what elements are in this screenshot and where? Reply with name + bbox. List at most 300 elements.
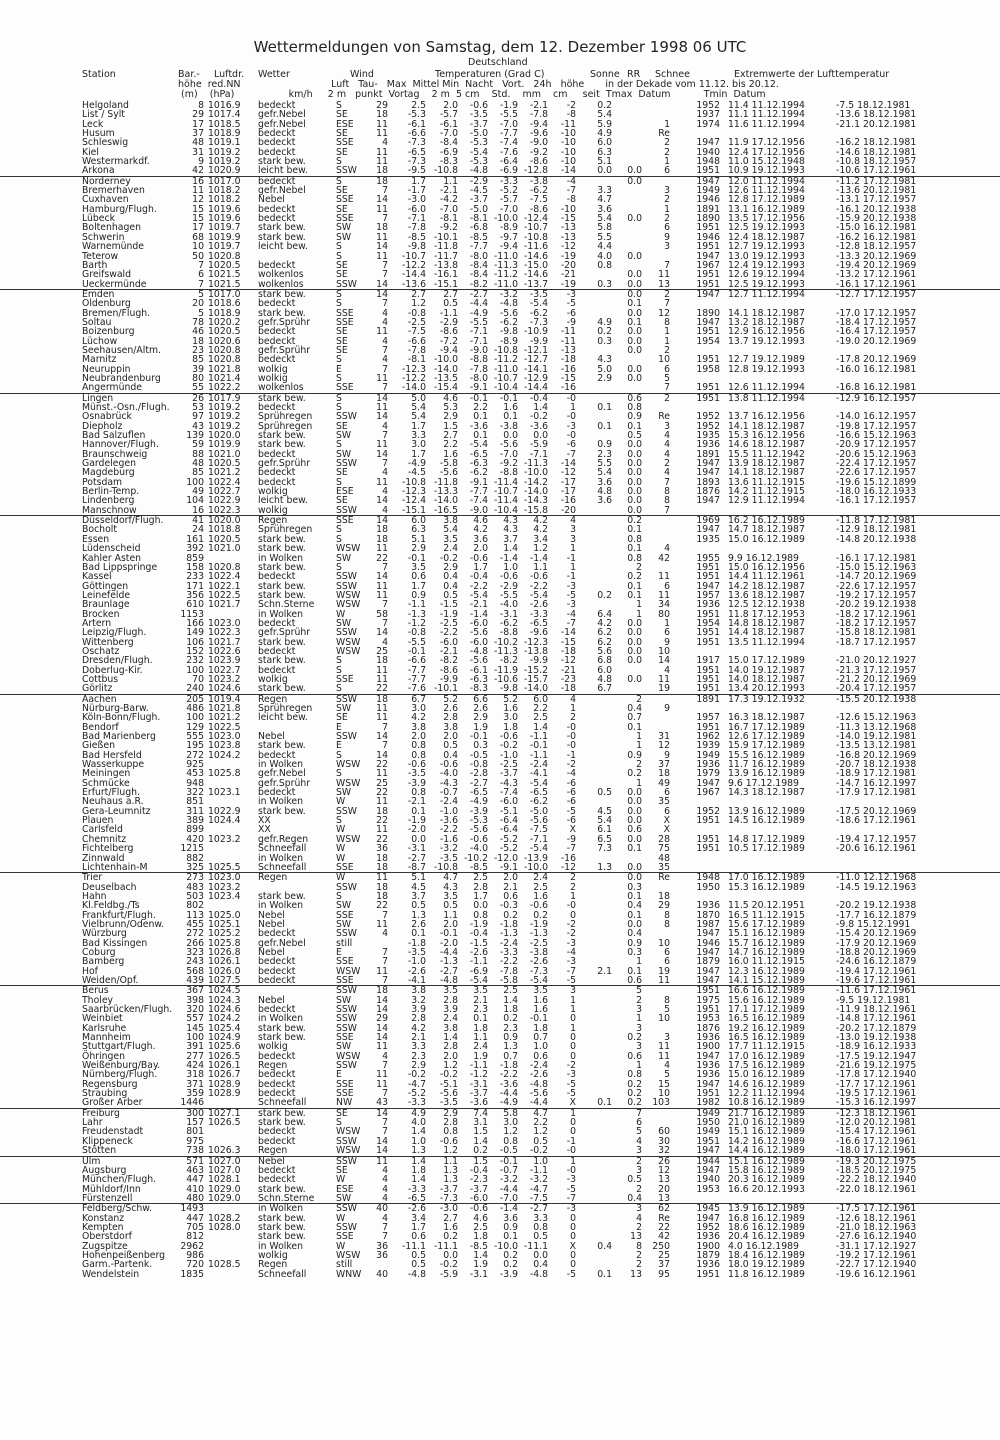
cell-hoehe: 320 <box>186 1004 204 1015</box>
cell-tmax: 11.0 15.12.1948 <box>728 156 805 168</box>
cell-druck: 1027.5 <box>208 974 241 986</box>
cell-druck: 1028.9 <box>208 1088 241 1100</box>
cell-max: -0.6 <box>469 1203 488 1215</box>
cell-min: 4.2 <box>533 515 548 527</box>
cell-min: 6.0 <box>533 693 548 705</box>
cell-tmax: 15.1 16.12.1989 <box>728 1155 805 1167</box>
cell-rr: 0.0 <box>627 655 642 667</box>
cell-max: -6.3 <box>469 458 488 470</box>
cell-schnee: 15 <box>658 1078 670 1090</box>
cell-tmax: 10.9 19.12.1993 <box>728 165 805 177</box>
cell-rr: 0.4 <box>627 703 642 714</box>
cell-tmax: 14.5 16.12.1989 <box>728 815 805 827</box>
cell-wetter: stark bew. <box>258 543 306 555</box>
cell-kmh: 11 <box>376 326 388 338</box>
cell-max: -0.4 <box>469 571 488 583</box>
cell-rr: 0.0 <box>627 278 642 290</box>
cell-max: -7.7 <box>469 486 488 498</box>
cell-kmh: 14 <box>376 1107 388 1119</box>
cell-kmh: 11 <box>376 1155 388 1167</box>
cell-tmax: 13.8 11.12.1994 <box>728 392 805 404</box>
cell-nacht: -13 <box>560 344 576 356</box>
cell-max: 0.1 <box>473 430 488 442</box>
cell-hoehe: 43 <box>192 420 204 432</box>
cell-station: Bendorf <box>82 721 119 733</box>
cell-richtung: S <box>336 890 342 902</box>
cell-tmax: 12.7 19.12.1993 <box>728 241 805 253</box>
cell-hoehe: 318 <box>186 1069 204 1081</box>
cell-rr: 0.0 <box>627 486 642 498</box>
cell-druck: 1018.5 <box>208 118 241 130</box>
cell-max: -5.3 <box>469 137 488 149</box>
cell-tmax: 12.8 19.12.1993 <box>728 363 805 375</box>
cell-rr: 0.1 <box>627 420 642 432</box>
cell-kmh: 11 <box>376 476 388 488</box>
header-sonne: Sonne <box>590 69 620 80</box>
cell-tmin: -21.2 20.12.1969 <box>836 673 917 685</box>
cell-tau: -8.1 <box>439 213 458 225</box>
cell-kmh: 4 <box>382 1164 388 1176</box>
cell-nacht: -18 <box>560 645 576 657</box>
cell-schnee: 12 <box>658 307 670 319</box>
cell-richtung: W <box>336 1212 346 1224</box>
cell-wetter: Regen <box>258 1145 288 1157</box>
cell-rr: 0.0 <box>627 250 642 262</box>
cell-tmin: -13.2 17.12.1961 <box>836 269 917 281</box>
cell-wetter: gefr.Sprühr <box>258 627 311 639</box>
cell-tmin: -20.2 17.12.1879 <box>836 1022 917 1034</box>
cell-max: -2.6 <box>469 946 488 958</box>
cell-mittel: -2.5 <box>499 759 518 771</box>
cell-rr: 0.1 <box>627 843 642 855</box>
cell-tmin: -17.8 17.12.1940 <box>836 1069 917 1081</box>
cell-sonne: 0.2 <box>597 326 612 338</box>
cell-station: Lüdenscheid <box>82 543 141 555</box>
cell-station: Magdeburg <box>82 467 135 479</box>
cell-tmax: 17.0 16.12.1989 <box>728 1050 805 1062</box>
cell-hoehe: 8 <box>198 100 204 111</box>
cell-druck: 1019.2 <box>208 146 241 158</box>
cell-tmax: 16.6 20.12.1993 <box>728 1183 805 1195</box>
cell-richtung: S <box>336 156 342 168</box>
cell-tmax: 13.2 18.12.1987 <box>728 316 805 328</box>
cell-max: -2.3 <box>469 1174 488 1186</box>
cell-tau: -10.1 <box>433 231 458 243</box>
cell-luft: 3.8 <box>411 721 426 733</box>
cell-mittel: -6.9 <box>499 165 518 177</box>
cell-tau: -8.6 <box>439 326 458 338</box>
cell-luft: -5.3 <box>407 109 426 121</box>
cell-max: -5.3 <box>469 156 488 168</box>
cell-sonne: 6.0 <box>597 137 612 149</box>
cell-min: -13.7 <box>523 278 548 290</box>
cell-seit: 1951 <box>696 269 720 281</box>
cell-schnee: 10 <box>658 354 670 366</box>
cell-wetter: leicht bew. <box>258 241 308 253</box>
cell-sonne: 1.3 <box>597 861 612 873</box>
cell-seit: 1951 <box>696 843 720 855</box>
cell-seit: 1947 <box>696 974 720 986</box>
cell-luft: -0.2 <box>407 1069 426 1081</box>
cell-luft: -4.8 <box>407 1268 426 1280</box>
cell-tmin: -19.6 15.12.1899 <box>836 476 917 488</box>
cell-wetter: gefr.Nebel <box>258 768 306 780</box>
cell-mittel: 2.3 <box>503 1022 518 1034</box>
cell-schnee: 3 <box>664 1032 670 1044</box>
cell-station: Bad Salzuflen <box>82 430 146 442</box>
cell-max: -1.1 <box>469 1060 488 1072</box>
cell-tmin: -21.0 20.12.1927 <box>836 655 917 667</box>
cell-richtung: SE <box>336 109 348 121</box>
cell-luft: -14.4 <box>401 269 426 281</box>
cell-richtung: SE <box>336 146 348 158</box>
cell-mittel: -10.2 <box>493 636 518 648</box>
cell-hoehe: 55 <box>192 382 204 394</box>
cell-tmin: -22.0 18.12.1961 <box>836 1183 917 1195</box>
cell-rr: 0.1 <box>627 965 642 977</box>
cell-mittel: -10.7 <box>493 372 518 384</box>
cell-sonne: 0.8 <box>597 259 612 271</box>
cell-schnee: 6 <box>664 165 670 177</box>
cell-rr: 0.8 <box>627 402 642 413</box>
cell-luft: -4.5 <box>407 467 426 479</box>
cell-min: -5.4 <box>529 777 548 789</box>
cell-richtung: SW <box>336 900 352 912</box>
cell-max: 0.3 <box>473 740 488 752</box>
cell-luft: -4.1 <box>407 974 426 986</box>
cell-richtung: SSE <box>336 194 354 206</box>
cell-wetter: Schn.Sterne <box>258 599 315 611</box>
cell-max: -10.2 <box>463 852 488 864</box>
cell-schnee: 6 <box>664 946 670 958</box>
cell-richtung: SE <box>336 467 348 479</box>
cell-hoehe: 899 <box>186 824 204 836</box>
cell-mittel: -0.6 <box>499 731 518 743</box>
cell-schnee: Re <box>658 411 670 423</box>
cell-tau: 4.7 <box>443 872 458 884</box>
cell-kmh: 14 <box>376 278 388 290</box>
cell-tmax: 19.2 16.12.1989 <box>728 1022 805 1034</box>
cell-druck: 1025.2 <box>208 928 241 940</box>
cell-schnee: 49 <box>658 777 670 789</box>
cell-tmin: -17.7 16.12.1879 <box>836 909 917 921</box>
cell-max: -5.4 <box>469 974 488 986</box>
cell-sonne: 2.9 <box>597 372 612 384</box>
cell-druck: 1024.4 <box>208 815 241 827</box>
cell-station: Gera-Leumnitz <box>82 805 151 817</box>
cell-luft: -2.1 <box>407 796 426 808</box>
cell-kmh: 11 <box>376 580 388 592</box>
cell-rr: 0.0 <box>627 673 642 685</box>
cell-schnee: 4 <box>664 439 670 451</box>
cell-luft: -6.6 <box>407 128 426 140</box>
cell-tau: -10.1 <box>433 683 458 695</box>
cell-nacht: -0 <box>566 721 576 733</box>
cell-mittel: -1.4 <box>499 1203 518 1215</box>
cell-luft: 6.7 <box>411 693 426 705</box>
cell-min: -7.8 <box>529 109 548 121</box>
cell-seit: 1951 <box>696 1004 720 1015</box>
cell-tmin: -16.8 20.12.1969 <box>836 749 917 761</box>
cell-tau: -2.4 <box>439 796 458 808</box>
cell-schnee: 95 <box>658 1268 670 1280</box>
cell-druck: 1029.0 <box>208 1183 241 1195</box>
cell-druck: 1021.2 <box>208 712 241 724</box>
page-title: Wettermeldungen von Samstag, dem 12. Dezember 1998 06 UTC <box>253 38 747 56</box>
cell-seit: 1951 <box>696 392 720 404</box>
cell-kmh: 7 <box>382 974 388 986</box>
cell-rr: 5 <box>636 1126 642 1138</box>
cell-seit: 1947 <box>696 580 720 592</box>
cell-nacht: -15 <box>560 636 576 648</box>
cell-max: -3.1 <box>469 1268 488 1280</box>
cell-wetter: bedeckt <box>258 175 296 187</box>
cell-hoehe: 391 <box>186 1041 204 1053</box>
cell-hoehe: 420 <box>186 833 204 845</box>
cell-mittel: -10.4 <box>493 504 518 516</box>
cell-richtung: SE <box>336 185 348 197</box>
cell-seit: 1948 <box>696 872 720 884</box>
station-table <box>0 101 1000 1279</box>
cell-station: Marnitz <box>82 354 117 366</box>
cell-seit: 1947 <box>696 467 720 479</box>
cell-tmax: 18.4 16.12.1989 <box>728 1249 805 1261</box>
cell-hoehe: 15 <box>192 203 204 215</box>
cell-rr: 0.9 <box>627 937 642 949</box>
cell-richtung: W <box>336 1174 346 1186</box>
cell-tmax: 12.2 11.12.1994 <box>728 1088 805 1100</box>
cell-luft: 3.0 <box>411 703 426 714</box>
cell-tmax: 13.0 19.12.1993 <box>728 250 805 262</box>
cell-rr: 3 <box>636 1203 642 1215</box>
cell-rr: 0.0 <box>627 448 642 460</box>
cell-max: -8.2 <box>469 278 488 290</box>
header-schnee: Schnee <box>655 69 690 80</box>
cell-station: Nürburg-Barw. <box>82 703 149 714</box>
cell-nacht: -0 <box>566 1145 576 1157</box>
cell-min: 0.0 <box>533 430 548 442</box>
cell-luft: -0.6 <box>407 759 426 771</box>
cell-station: Tholey <box>82 994 114 1006</box>
cell-druck: 1017.0 <box>208 175 241 187</box>
cell-kmh: 11 <box>376 203 388 215</box>
cell-nacht: -4 <box>566 175 576 187</box>
cell-druck: 1018.2 <box>208 185 241 197</box>
cell-kmh: 7 <box>382 1060 388 1072</box>
cell-mittel: -9.2 <box>499 458 518 470</box>
cell-rr: 0.0 <box>627 372 642 384</box>
header-wetter: Wetter <box>258 69 290 80</box>
cell-druck: 1020.5 <box>208 326 241 338</box>
cell-nacht: 2 <box>570 872 576 884</box>
cell-tau: -8.2 <box>439 655 458 667</box>
cell-druck: 1028.9 <box>208 1078 241 1090</box>
cell-max: 1.9 <box>473 1050 488 1062</box>
cell-tmax: 21.7 16.12.1989 <box>728 1107 805 1119</box>
cell-richtung: S <box>336 476 342 488</box>
cell-sonne: 4.5 <box>597 805 612 817</box>
cell-max: -5.4 <box>469 146 488 158</box>
cell-nacht: -18 <box>560 683 576 695</box>
cell-tau: 2.9 <box>443 411 458 423</box>
cell-tau: -3.5 <box>439 852 458 864</box>
cell-schnee: 11 <box>658 269 670 281</box>
cell-schnee: 6 <box>664 787 670 799</box>
cell-seit: 1957 <box>696 712 720 724</box>
cell-sonne: 0.2 <box>597 589 612 601</box>
cell-tmin: -19.8 17.12.1957 <box>836 420 917 432</box>
cell-nacht: 0 <box>570 1032 576 1044</box>
cell-wetter: bedeckt <box>258 128 296 140</box>
cell-tmax: 14.7 18.12.1987 <box>728 524 805 536</box>
cell-max: 1.8 <box>473 1022 488 1034</box>
cell-rr: 2 <box>636 759 642 771</box>
cell-mittel: -10.8 <box>493 344 518 356</box>
cell-nacht: -2 <box>566 928 576 940</box>
cell-tmax: 15.0 16.12.1956 <box>728 561 805 573</box>
cell-hoehe: 31 <box>192 146 204 158</box>
cell-wetter: Schneefall <box>258 843 307 855</box>
cell-richtung: SSW <box>336 693 357 705</box>
cell-kmh: 14 <box>376 749 388 761</box>
cell-luft: 0.8 <box>411 749 426 761</box>
cell-wetter: Regen <box>258 693 288 705</box>
cell-tmin: -19.0 20.12.1969 <box>836 335 917 347</box>
cell-druck: 1023.2 <box>208 673 241 685</box>
cell-wetter: bedeckt <box>258 100 296 111</box>
cell-schnee: 2 <box>664 213 670 225</box>
cell-kmh: 7 <box>382 185 388 197</box>
table-row <box>0 1194 1000 1203</box>
cell-nacht: 1 <box>570 703 576 714</box>
cell-hoehe: 78 <box>192 316 204 328</box>
cell-kmh: 18 <box>376 175 388 187</box>
cell-rr: 0.0 <box>627 495 642 507</box>
cell-seit: 1952 <box>696 420 720 432</box>
cell-rr: 0.1 <box>627 589 642 601</box>
cell-min: -4.8 <box>529 1268 548 1280</box>
cell-nacht: -3 <box>566 599 576 611</box>
cell-luft: -5.5 <box>407 636 426 648</box>
cell-tmin: -16.1 20.12.1938 <box>836 203 917 215</box>
cell-hoehe: 16 <box>192 504 204 516</box>
cell-schnee: 29 <box>658 900 670 912</box>
cell-wetter: stark bew. <box>258 561 306 573</box>
cell-station: Garm.-Partenk. <box>82 1259 153 1271</box>
cell-mittel: -3.9 <box>499 1268 518 1280</box>
cell-tmin: -16.2 16.12.1981 <box>836 231 917 243</box>
cell-hoehe: 311 <box>186 805 204 817</box>
cell-tmin: -12.0 20.12.1981 <box>836 1117 917 1129</box>
cell-nacht: -16 <box>560 852 576 864</box>
cell-rr: 0.4 <box>627 928 642 940</box>
cell-schnee: 8 <box>664 994 670 1006</box>
cell-druck: 1020.8 <box>208 344 241 356</box>
cell-sonne: 5.9 <box>597 118 612 130</box>
header-temperaturen: Temperaturen (Grad C) <box>435 69 545 80</box>
cell-tau: -4.0 <box>439 768 458 780</box>
cell-richtung: S <box>336 655 342 667</box>
cell-hoehe: 571 <box>186 1155 204 1167</box>
cell-kmh: 43 <box>376 1097 388 1109</box>
cell-min: -1.1 <box>529 1164 548 1176</box>
cell-tmax: 17.7 11.12.1915 <box>728 1041 805 1053</box>
cell-min: 1.6 <box>533 994 548 1006</box>
cell-station: Cuxhaven <box>82 194 129 206</box>
cell-schnee: 7 <box>664 504 670 516</box>
cell-max: 3.1 <box>473 1117 488 1129</box>
cell-hoehe: 463 <box>186 1164 204 1176</box>
cell-rr: 2 <box>636 994 642 1006</box>
cell-richtung: SSE <box>336 956 354 968</box>
cell-richtung: SE <box>336 1164 348 1176</box>
cell-wetter: Schn.Sterne <box>258 1192 315 1204</box>
cell-max: -6.8 <box>469 222 488 234</box>
cell-hoehe: 948 <box>186 777 204 789</box>
cell-schnee: 3 <box>664 185 670 197</box>
cell-min: -13.8 <box>523 645 548 657</box>
cell-tmax: 12.7 19.12.1989 <box>728 354 805 366</box>
cell-wetter: stark bew. <box>258 231 306 243</box>
cell-tmax: 14.4 16.12.1989 <box>728 1145 805 1157</box>
cell-seit: 1891 <box>696 448 720 460</box>
cell-nacht: -2 <box>566 918 576 930</box>
cell-tmax: 14.8 17.12.1989 <box>728 833 805 845</box>
cell-tmax: 13.6 11.12.1915 <box>728 476 805 488</box>
cell-sonne: 3.6 <box>597 495 612 507</box>
cell-richtung: W <box>336 608 346 620</box>
cell-tmax: 13.9 18.12.1987 <box>728 458 805 470</box>
cell-rr: 4 <box>636 1135 642 1147</box>
cell-max: 4.6 <box>473 515 488 527</box>
cell-kmh: 11 <box>376 1069 388 1081</box>
cell-mittel: -7.7 <box>499 128 518 140</box>
cell-luft: -1.1 <box>407 599 426 611</box>
cell-sonne: 0.4 <box>597 1240 612 1252</box>
cell-max: -6.5 <box>469 448 488 460</box>
cell-rr: 0.3 <box>627 946 642 958</box>
cell-tmax: 13.9 16.12.1989 <box>728 1203 805 1215</box>
cell-luft: 3.2 <box>411 994 426 1006</box>
cell-max: -7.1 <box>469 335 488 347</box>
cell-mittel: -9.4 <box>499 241 518 253</box>
cell-mittel: 0.9 <box>503 1032 518 1044</box>
cell-tmin: -18.8 20.12.1969 <box>836 946 917 958</box>
cell-luft: -4.7 <box>407 1078 426 1090</box>
cell-wetter: bedeckt <box>258 259 296 271</box>
cell-max: -8.1 <box>469 213 488 225</box>
cell-wetter: stark bew. <box>258 1117 306 1129</box>
cell-wetter: wolkenlos <box>258 278 304 290</box>
cell-nacht: -5 <box>566 974 576 986</box>
table-row <box>0 535 1000 544</box>
cell-hoehe: 68 <box>192 231 204 243</box>
cell-schnee: 2 <box>664 344 670 356</box>
cell-max: -6.0 <box>469 636 488 648</box>
cell-station: Klippeneck <box>82 1135 133 1147</box>
cell-seit: 1947 <box>696 458 720 470</box>
cell-max: 0.8 <box>473 909 488 921</box>
cell-richtung: E <box>336 721 342 733</box>
cell-schnee: Re <box>658 872 670 884</box>
cell-richtung: S <box>336 1117 342 1129</box>
cell-min: -15.8 <box>523 504 548 516</box>
cell-kmh: 18 <box>376 890 388 902</box>
cell-richtung: SW <box>336 703 352 714</box>
cell-richtung: W <box>336 872 346 884</box>
cell-nacht: 1 <box>570 561 576 573</box>
cell-hoehe: 389 <box>186 815 204 827</box>
